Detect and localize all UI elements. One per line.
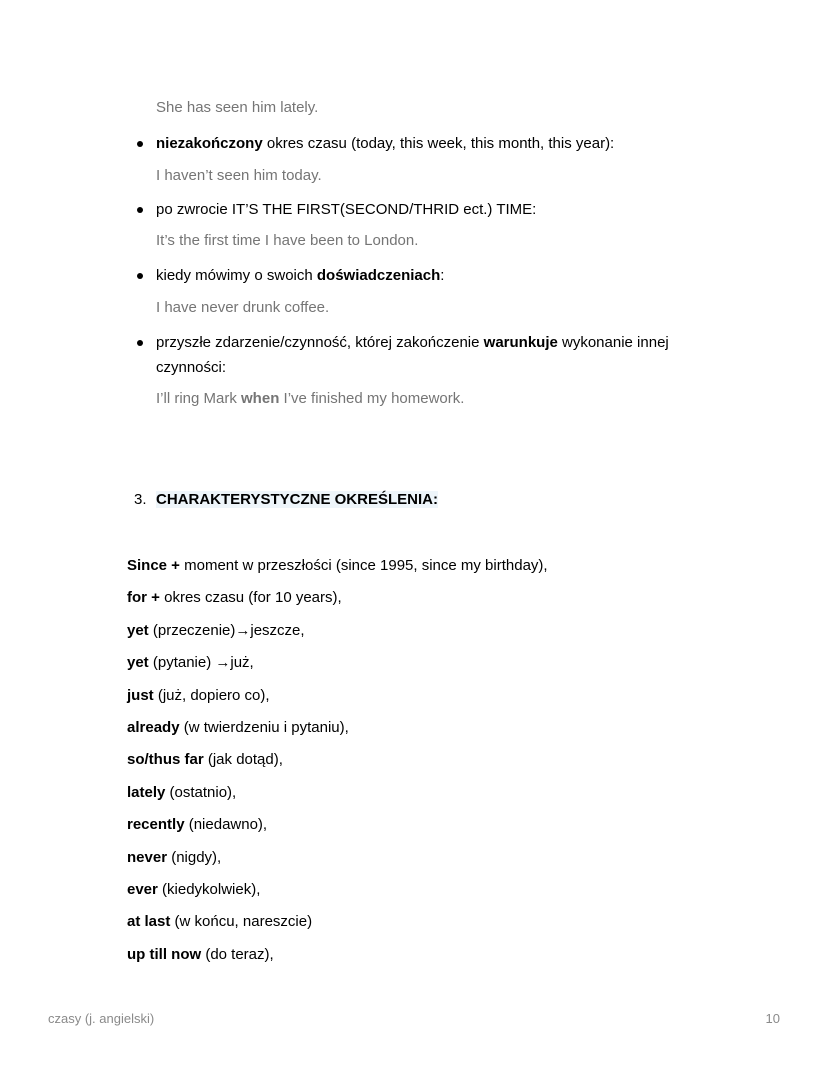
term-line	[127, 945, 274, 965]
term-line	[127, 686, 270, 706]
term-keyword: yet	[127, 654, 149, 671]
term-description: (w twierdzeniu i pytaniu),	[179, 719, 349, 736]
example-sentence: I have never drunk coffee.	[156, 299, 330, 316]
list-item	[156, 197, 736, 222]
term-keyword: recently	[127, 816, 185, 833]
example-text: I’ll ring Mark	[156, 390, 242, 407]
term-line	[127, 783, 236, 803]
term-keyword: so/thus far	[127, 751, 204, 768]
bold-text: when	[241, 390, 280, 407]
term-description: moment w przeszłości (since 1995, since my birthday),	[179, 557, 548, 574]
example-sentence: She has seen him lately.	[156, 99, 319, 116]
term-line	[127, 815, 267, 835]
bullet-text: wykonanie innej czynności:	[156, 334, 669, 376]
term-line	[127, 880, 260, 900]
term-description: (ostatnio),	[165, 784, 237, 801]
term-description: (kiedykolwiek),	[157, 881, 261, 898]
term-keyword: up till now	[127, 946, 202, 963]
term-description: (w końcu, nareszcie)	[170, 913, 313, 930]
example-sentence: I haven’t seen him today.	[156, 167, 322, 184]
bullet-dot	[137, 207, 143, 213]
term-keyword: Since +	[127, 557, 180, 574]
term-description: (do teraz),	[201, 946, 274, 963]
bold-text: doświadczeniach	[316, 267, 441, 284]
term-keyword: yet	[127, 622, 149, 639]
term-keyword: already	[127, 719, 180, 736]
bold-text: warunkuje	[483, 334, 558, 351]
list-item	[156, 263, 736, 288]
example-sentence	[156, 389, 464, 409]
term-description: (przeczenie)→jeszcze,	[148, 622, 305, 639]
bullet-dot	[137, 141, 143, 147]
term-keyword: just	[127, 687, 154, 704]
bullet-dot	[137, 340, 143, 346]
bold-text: niezakończony	[156, 135, 263, 152]
term-line	[127, 718, 349, 738]
bullet-text: przyszłe zdarzenie/czynność, której zakończenie	[156, 334, 484, 351]
bullet-dot	[137, 273, 143, 279]
section-number: 3.	[134, 491, 147, 508]
bullet-text: kiedy mówimy o swoich	[156, 267, 317, 284]
term-description: (pytanie) →już,	[148, 654, 254, 671]
term-line	[127, 848, 221, 868]
term-line	[127, 588, 342, 608]
term-description: okres czasu (for 10 years),	[159, 589, 342, 606]
example-text: I’ve finished my homework.	[279, 390, 465, 407]
term-keyword: never	[127, 849, 168, 866]
bullet-text: okres czasu (today, this week, this month, this year):	[262, 135, 615, 152]
bullet-text: :	[440, 267, 445, 284]
term-keyword: ever	[127, 881, 158, 898]
term-description: (niedawno),	[184, 816, 268, 833]
term-keyword: at last	[127, 913, 171, 930]
term-line	[127, 621, 305, 641]
example-sentence: It’s the first time I have been to London.	[156, 232, 419, 249]
list-item	[156, 131, 736, 156]
section-heading	[134, 489, 438, 511]
list-item	[156, 330, 726, 380]
page-number: 10	[765, 1011, 780, 1026]
term-description: (już, dopiero co),	[153, 687, 270, 704]
term-line	[127, 912, 312, 932]
term-keyword: for +	[127, 589, 160, 606]
term-line	[127, 556, 548, 576]
bullet-text: po zwrocie IT’S THE FIRST(SECOND/THRID ect.) TIME:	[156, 201, 537, 218]
term-line	[127, 750, 283, 770]
footer-title: czasy (j. angielski)	[48, 1011, 155, 1026]
term-description: (nigdy),	[167, 849, 222, 866]
section-title: CHARAKTERYSTYCZNE OKREŚLENIA:	[156, 491, 438, 508]
term-description: (jak dotąd),	[203, 751, 283, 768]
term-line	[127, 653, 254, 673]
term-keyword: lately	[127, 784, 166, 801]
